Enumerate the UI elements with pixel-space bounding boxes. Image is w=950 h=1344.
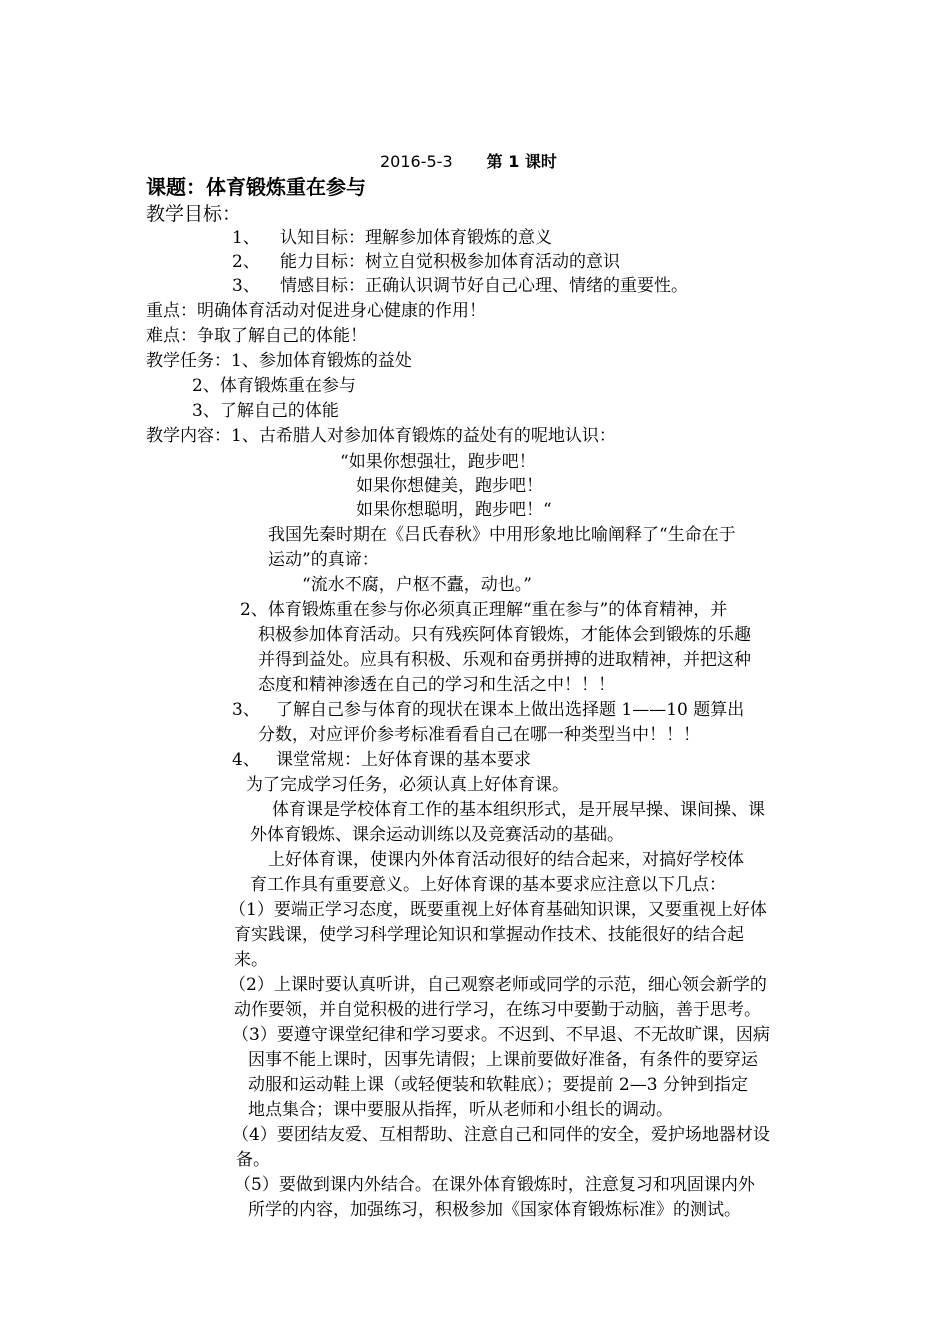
content-line: （1）要端正学习态度，既要重视上好体育基础知识课，又要重视上好体 bbox=[229, 900, 767, 920]
content-line: 育实践课，使学习科学理论知识和掌握动作技术、技能很好的结合起 bbox=[234, 925, 744, 945]
content-line: 运动”的真谛： bbox=[268, 550, 379, 570]
lesson-date: 2016-5-3 bbox=[380, 152, 453, 171]
content-line: 来。 bbox=[234, 950, 268, 970]
key-point: 重点：明确体育活动对促进身心健康的作用！ bbox=[146, 301, 486, 321]
quote-line: 如果你想聪明，跑步吧！“ bbox=[356, 500, 552, 520]
content-line: 所学的内容，加强练习，积极参加《国家体育锻炼标准》的测试。 bbox=[248, 1200, 741, 1220]
content-line: 动作要领，并自觉积极的进行学习，在练习中要勤于动脑，善于思考。 bbox=[234, 1000, 761, 1020]
content-line: （2）上课时要认真听讲，自己观察老师或同学的示范，细心领会新学的 bbox=[229, 975, 767, 995]
content-line: 教学内容：1、古希腊人对参加体育锻炼的益处有的呢地认识： bbox=[146, 426, 616, 446]
content-line: 积极参加体育活动。只有残疾阿体育锻炼，才能体会到锻炼的乐趣 bbox=[258, 625, 751, 645]
objective-item: 3、 情感目标：正确认识调节好自己心理、情绪的重要性。 bbox=[232, 276, 688, 296]
difficult-point: 难点：争取了解自己的体能！ bbox=[146, 326, 367, 346]
content-line: （3）要遵守课堂纪律和学习要求。不迟到、不早退、不无故旷课，因病 bbox=[232, 1025, 770, 1045]
lesson-title: 课题：体育锻炼重在参与 bbox=[146, 175, 366, 199]
content-line: 动服和运动鞋上课（或轻便装和软鞋底）；要提前 2—3 分钟到指定 bbox=[248, 1075, 748, 1095]
content-line: （4）要团结友爱、互相帮助、注意自己和同伴的安全，爱护场地器材设 bbox=[232, 1125, 770, 1145]
content-line: 因事不能上课时，因事先请假；上课前要做好准备，有条件的要穿运 bbox=[248, 1050, 758, 1070]
content-line: 2、体育锻炼重在参与你必须真正理解“重在参与”的体育精神，并 bbox=[240, 600, 728, 620]
content-line: 体育课是学校体育工作的基本组织形式，是开展早操、课间操、课 bbox=[272, 800, 765, 820]
quote-line: “流水不腐，户枢不蠹，动也。” bbox=[302, 575, 532, 595]
objective-item: 1、 认知目标：理解参加体育锻炼的意义 bbox=[232, 228, 552, 248]
content-line: 我国先秦时期在《吕氏春秋》中用形象地比喻阐释了“生命在于 bbox=[268, 525, 736, 545]
content-line: 地点集合；课中要服从指挥，听从老师和小组长的调动。 bbox=[248, 1100, 673, 1120]
content-line: 分数，对应评价参考标准看看自己在哪一种类型当中！！！ bbox=[258, 725, 700, 745]
content-line: （5）要做到课内外结合。在课外体育锻炼时，注意复习和巩固课内外 bbox=[234, 1175, 755, 1195]
content-line: 3、 了解自己参与体育的现状在课本上做出选择题 1——10 题算出 bbox=[232, 700, 745, 720]
objective-item: 2、 能力目标：树立自觉积极参加体育活动的意识 bbox=[232, 252, 620, 272]
content-line: 外体育锻炼、课余运动训练以及竞赛活动的基础。 bbox=[250, 825, 624, 845]
content-line: 并得到益处。应具有积极、乐观和奋勇拼搏的进取精神，并把这种 bbox=[258, 650, 751, 670]
content-line: 态度和精神渗透在自己的学习和生活之中！！！ bbox=[258, 675, 615, 695]
quote-line: “如果你想强壮，跑步吧！ bbox=[340, 452, 536, 472]
content-line: 4、 课堂常规：上好体育课的基本要求 bbox=[232, 750, 531, 770]
task-line: 教学任务：1、参加体育锻炼的益处 bbox=[146, 351, 412, 371]
task-line: 3、了解自己的体能 bbox=[192, 401, 339, 421]
lesson-number: 第 1 课时 bbox=[486, 152, 557, 171]
content-line: 上好体育课，使课内外体育活动很好的结合起来，对搞好学校体 bbox=[268, 850, 744, 870]
objectives-heading: 教学目标： bbox=[146, 203, 242, 225]
date-line bbox=[380, 150, 557, 174]
quote-line: 如果你想健美，跑步吧！ bbox=[356, 476, 543, 496]
content-line: 为了完成学习任务，必须认真上好体育课。 bbox=[246, 775, 569, 795]
content-line: 育工作具有重要意义。上好体育课的基本要求应注意以下几点： bbox=[250, 875, 726, 895]
content-line: 备。 bbox=[236, 1150, 270, 1170]
task-line: 2、体育锻炼重在参与 bbox=[192, 376, 356, 396]
